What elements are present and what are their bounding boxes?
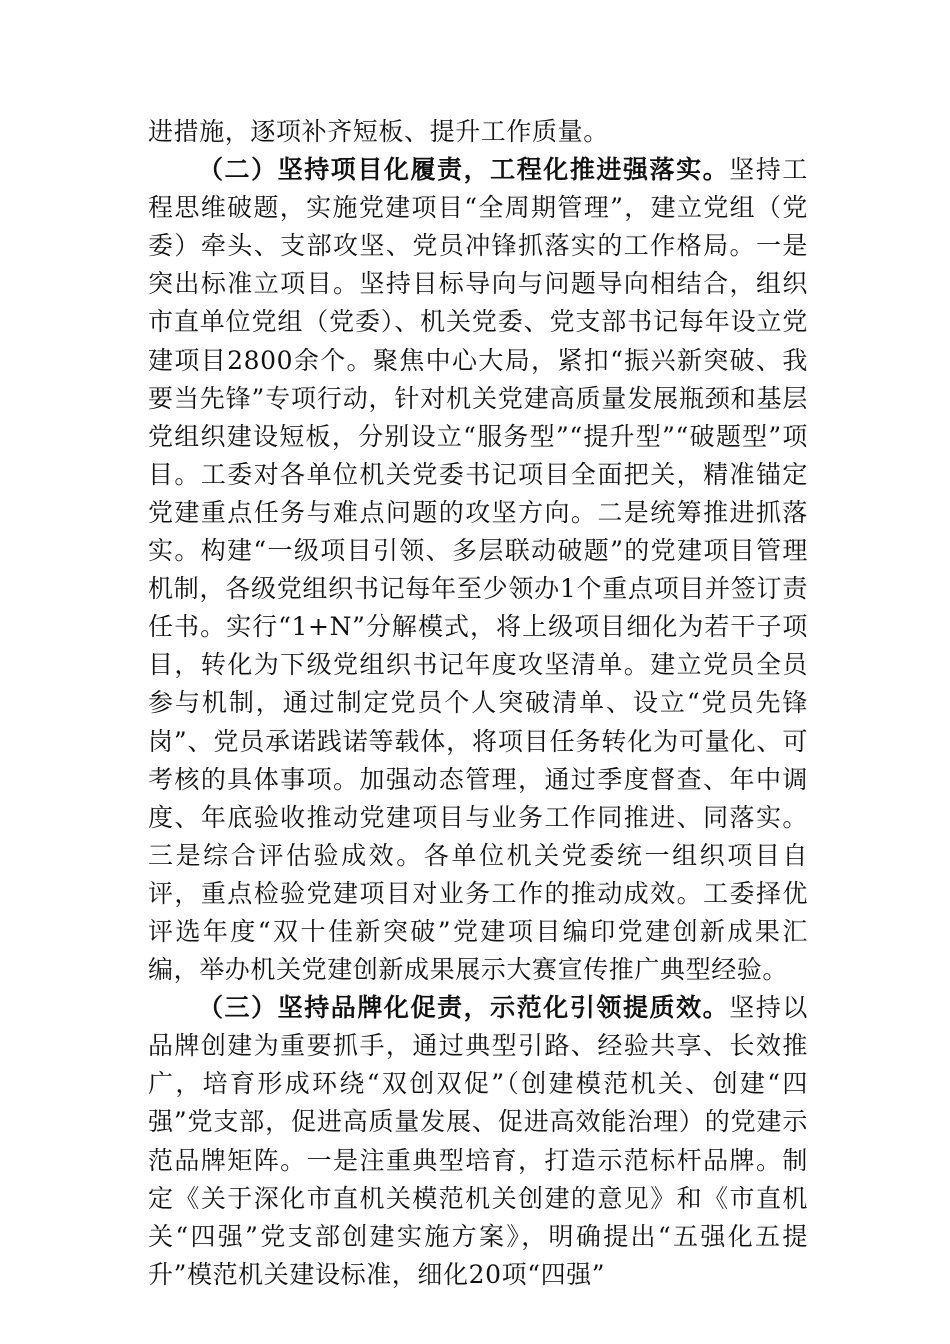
paragraph-text: 坚持以品牌创建为重要抓手，通过典型引路、经验共享、长效推广，培育形成环绕“双创双促”（创建模范机关、创建“四强”党支部，促进高质量发展、促进高效能治理）的党建示范品牌矩阵。一是注重典型培育，打造示范标杆品牌。制定《关于深化市直机关模范机关创建的意见》和《市直机关“四强”党支部创建实施方案》，明确提出“五强化五提升”模范机关建设标准，细化20项“四强” xyxy=(148,993,808,1289)
section-heading: （二）坚持项目化履责，工程化推进强落实。 xyxy=(198,155,730,185)
paragraph-continuation xyxy=(148,113,808,151)
paragraph-text: 进措施，逐项补齐短板、提升工作质量。 xyxy=(148,117,609,146)
paragraph-section-2 xyxy=(148,151,808,989)
section-heading: （三）坚持品牌化促责，示范化引领提质效。 xyxy=(198,993,730,1023)
paragraph-section-3 xyxy=(148,989,808,1294)
document-page xyxy=(148,113,808,1294)
paragraph-text: 坚持工程思维破题，实施党建项目“全周期管理”，建立党组（党委）牵头、支部攻坚、党员冲锋抓落实的工作格局。一是突出标准立项目。坚持目标导向与问题导向相结合，组织市直单位党组（党委）、机关党委、党支部书记每年设立党建项目2800余个。聚焦中心大局，紧扣“振兴新突破、我要当先锋”专项行动，针对机关党建高质量发展瓶颈和基层党组织建设短板，分别设立“服务型”“提升型”“破题型”项目。工委对各单位机关党委书记项目全面把关，精准锚定党建重点任务与难点问题的攻坚方向。二是统筹推进抓落实。构建“一级项目引领、多层联动破题”的党建项目管理机制，各级党组织书记每年至少领办1个重点项目并签订责任书。实行“1+N”分解模式，将上级项目细化为若干子项目，转化为下级党组织书记年度攻坚清单。建立党员全员参与机制，通过制定党员个人突破清单、设立“党员先锋岗”、党员承诺践诺等载体，将项目任务转化为可量化、可考核的具体事项。加强动态管理，通过季度督查、年中调度、年底验收推动党建项目与业务工作同推进、同落实。三是综合评估验成效。各单位机关党委统一组织项目自评，重点检验党建项目对业务工作的推动成效。工委择优评选年度“双十佳新突破”党建项目编印党建创新成果汇编，举办机关党建创新成果展示大赛宣传推广典型经验。 xyxy=(148,155,808,985)
